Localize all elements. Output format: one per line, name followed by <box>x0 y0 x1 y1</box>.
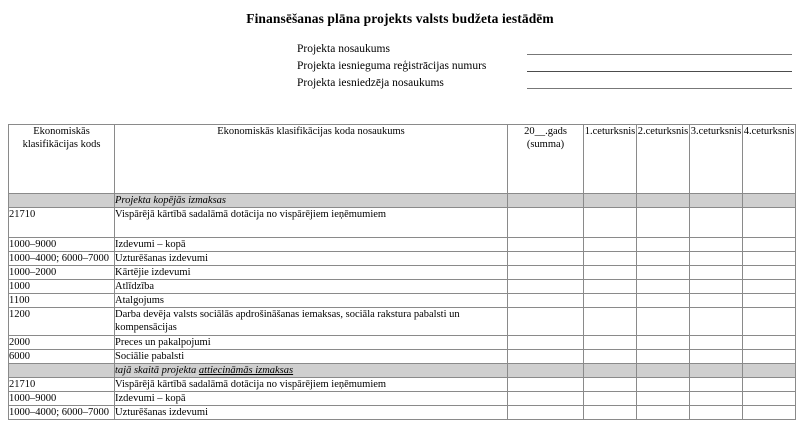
cell-code: 1000–4000; 6000–7000 <box>9 406 115 420</box>
column-header-code-line2: klasifikācijas kods <box>22 139 101 150</box>
table-row <box>9 336 796 350</box>
cell-q1[interactable] <box>584 350 637 364</box>
table-row <box>9 294 796 308</box>
column-header-name: Ekonomiskās klasifikācijas koda nosaukums <box>115 125 508 194</box>
cell-q1[interactable] <box>584 238 637 252</box>
cell-q2[interactable] <box>637 194 690 208</box>
finance-plan-table <box>8 124 796 420</box>
cell-q1[interactable] <box>584 308 637 336</box>
label-registracijas-numurs: Projekta iesnieguma reģistrācijas numurs <box>297 60 487 72</box>
table-row <box>9 194 796 208</box>
cell-year[interactable] <box>508 294 584 308</box>
cell-q3[interactable] <box>690 294 743 308</box>
label-iesniedzeja-nosaukums: Projekta iesniedzēja nosaukums <box>297 77 444 89</box>
cell-q1[interactable] <box>584 378 637 392</box>
form-row-applicant-name <box>297 75 800 92</box>
table-row <box>9 392 796 406</box>
column-header-year <box>508 125 584 194</box>
table-row <box>9 208 796 238</box>
cell-q4[interactable] <box>743 378 796 392</box>
table-body <box>9 194 796 420</box>
cell-q3[interactable] <box>690 336 743 350</box>
table-row <box>9 252 796 266</box>
table-row <box>9 308 796 336</box>
cell-code: 6000 <box>9 350 115 364</box>
cell-code: 1200 <box>9 308 115 336</box>
cell-name: Projekta kopējās izmaksas <box>115 194 508 208</box>
column-header-q4: 4.ceturksnis <box>743 125 796 194</box>
cell-name <box>115 364 508 378</box>
column-header-q3: 3.ceturksnis <box>690 125 743 194</box>
column-header-q2: 2.ceturksnis <box>637 125 690 194</box>
label-projekta-nosaukums: Projekta nosaukums <box>297 43 390 55</box>
cell-q4[interactable] <box>743 350 796 364</box>
cell-q2[interactable] <box>637 252 690 266</box>
cell-code: 2000 <box>9 336 115 350</box>
cell-year[interactable] <box>508 194 584 208</box>
cell-name: Sociālie pabalsti <box>115 350 508 364</box>
cell-q2[interactable] <box>637 378 690 392</box>
column-header-code-line1: Ekonomiskās <box>33 126 90 137</box>
cell-q2[interactable] <box>637 238 690 252</box>
form-row-project-name <box>297 41 800 58</box>
cell-q2[interactable] <box>637 280 690 294</box>
cell-name-plain: tajā skaitā projekta <box>115 365 199 376</box>
cell-q1[interactable] <box>584 194 637 208</box>
cell-name: Preces un pakalpojumi <box>115 336 508 350</box>
cell-name: Vispārējā kārtībā sadalāmā dotācija no vispārējiem ieņēmumiem <box>115 208 508 238</box>
cell-name: Kārtējie izdevumi <box>115 266 508 280</box>
cell-q3[interactable] <box>690 194 743 208</box>
cell-q4[interactable] <box>743 294 796 308</box>
cell-year[interactable] <box>508 252 584 266</box>
cell-name: Uzturēšanas izdevumi <box>115 252 508 266</box>
cell-year[interactable] <box>508 238 584 252</box>
cell-code: 1100 <box>9 294 115 308</box>
cell-code <box>9 194 115 208</box>
table-row <box>9 266 796 280</box>
cell-q2[interactable] <box>637 266 690 280</box>
cell-q1[interactable] <box>584 252 637 266</box>
cell-q3[interactable] <box>690 364 743 378</box>
cell-year[interactable] <box>508 308 584 336</box>
cell-year[interactable] <box>508 266 584 280</box>
cell-q2[interactable] <box>637 336 690 350</box>
cell-name: Uzturēšanas izdevumi <box>115 406 508 420</box>
table-row <box>9 378 796 392</box>
column-header-q1: 1.ceturksnis <box>584 125 637 194</box>
cell-q2[interactable] <box>637 208 690 238</box>
input-registracijas-numurs[interactable] <box>527 71 792 72</box>
column-header-year-line1: 20__.gads <box>524 126 567 137</box>
cell-code: 1000–2000 <box>9 266 115 280</box>
cell-name: Izdevumi – kopā <box>115 392 508 406</box>
cell-q4[interactable] <box>743 194 796 208</box>
cell-code: 21710 <box>9 208 115 238</box>
table-header <box>9 125 796 194</box>
cell-q4[interactable] <box>743 252 796 266</box>
cell-q2[interactable] <box>637 350 690 364</box>
table-row <box>9 280 796 294</box>
cell-year[interactable] <box>508 364 584 378</box>
cell-q2[interactable] <box>637 308 690 336</box>
table-row <box>9 238 796 252</box>
cell-year[interactable] <box>508 280 584 294</box>
cell-code: 1000 <box>9 280 115 294</box>
form-header-block <box>0 41 800 92</box>
cell-q3[interactable] <box>690 308 743 336</box>
cell-code: 1000–9000 <box>9 392 115 406</box>
cell-code: 21710 <box>9 378 115 392</box>
cell-q2[interactable] <box>637 406 690 420</box>
cell-q1[interactable] <box>584 266 637 280</box>
cell-name: Izdevumi – kopā <box>115 238 508 252</box>
table-row <box>9 364 796 378</box>
cell-q1[interactable] <box>584 294 637 308</box>
cell-q1[interactable] <box>584 406 637 420</box>
cell-q4[interactable] <box>743 364 796 378</box>
cell-q3[interactable] <box>690 406 743 420</box>
cell-q3[interactable] <box>690 238 743 252</box>
finance-plan-table-wrapper <box>8 124 795 420</box>
cell-q3[interactable] <box>690 252 743 266</box>
cell-q2[interactable] <box>637 294 690 308</box>
cell-year[interactable] <box>508 392 584 406</box>
cell-q1[interactable] <box>584 208 637 238</box>
cell-q3[interactable] <box>690 280 743 294</box>
cell-q2[interactable] <box>637 364 690 378</box>
form-row-registration-number <box>297 58 800 75</box>
page-title: Finansēšanas plāna projekts valsts budžeta iestādēm <box>246 11 554 26</box>
cell-year[interactable] <box>508 208 584 238</box>
cell-name: Vispārējā kārtībā sadalāmā dotācija no vispārējiem ieņēmumiem <box>115 378 508 392</box>
cell-q1[interactable] <box>584 364 637 378</box>
cell-q4[interactable] <box>743 238 796 252</box>
cell-q4[interactable] <box>743 280 796 294</box>
cell-q4[interactable] <box>743 208 796 238</box>
cell-q4[interactable] <box>743 392 796 406</box>
cell-year[interactable] <box>508 350 584 364</box>
cell-name: Atalgojums <box>115 294 508 308</box>
cell-q4[interactable] <box>743 308 796 336</box>
cell-name: Darba devēja valsts sociālās apdrošināšanas iemaksas, sociāla rakstura pabalsti un kompensācijas <box>115 308 508 336</box>
cell-q1[interactable] <box>584 336 637 350</box>
cell-q3[interactable] <box>690 266 743 280</box>
cell-q3[interactable] <box>690 208 743 238</box>
column-header-year-line2: (summa) <box>526 139 565 150</box>
cell-q3[interactable] <box>690 392 743 406</box>
input-projekta-nosaukums[interactable] <box>527 54 792 55</box>
cell-year[interactable] <box>508 336 584 350</box>
cell-q1[interactable] <box>584 392 637 406</box>
table-header-row <box>9 125 796 194</box>
cell-q4[interactable] <box>743 266 796 280</box>
cell-year[interactable] <box>508 378 584 392</box>
cell-q4[interactable] <box>743 336 796 350</box>
column-header-code <box>9 125 115 194</box>
cell-q2[interactable] <box>637 392 690 406</box>
cell-name: Atlīdzība <box>115 280 508 294</box>
cell-name-underlined: attiecināmās izmaksas <box>198 365 294 376</box>
cell-code: 1000–9000 <box>9 238 115 252</box>
cell-q4[interactable] <box>743 406 796 420</box>
table-row <box>9 350 796 364</box>
cell-year[interactable] <box>508 406 584 420</box>
cell-q3[interactable] <box>690 378 743 392</box>
cell-q1[interactable] <box>584 280 637 294</box>
cell-q3[interactable] <box>690 350 743 364</box>
cell-code <box>9 364 115 378</box>
table-row <box>9 406 796 420</box>
cell-code: 1000–4000; 6000–7000 <box>9 252 115 266</box>
input-iesniedzeja-nosaukums[interactable] <box>527 88 792 89</box>
